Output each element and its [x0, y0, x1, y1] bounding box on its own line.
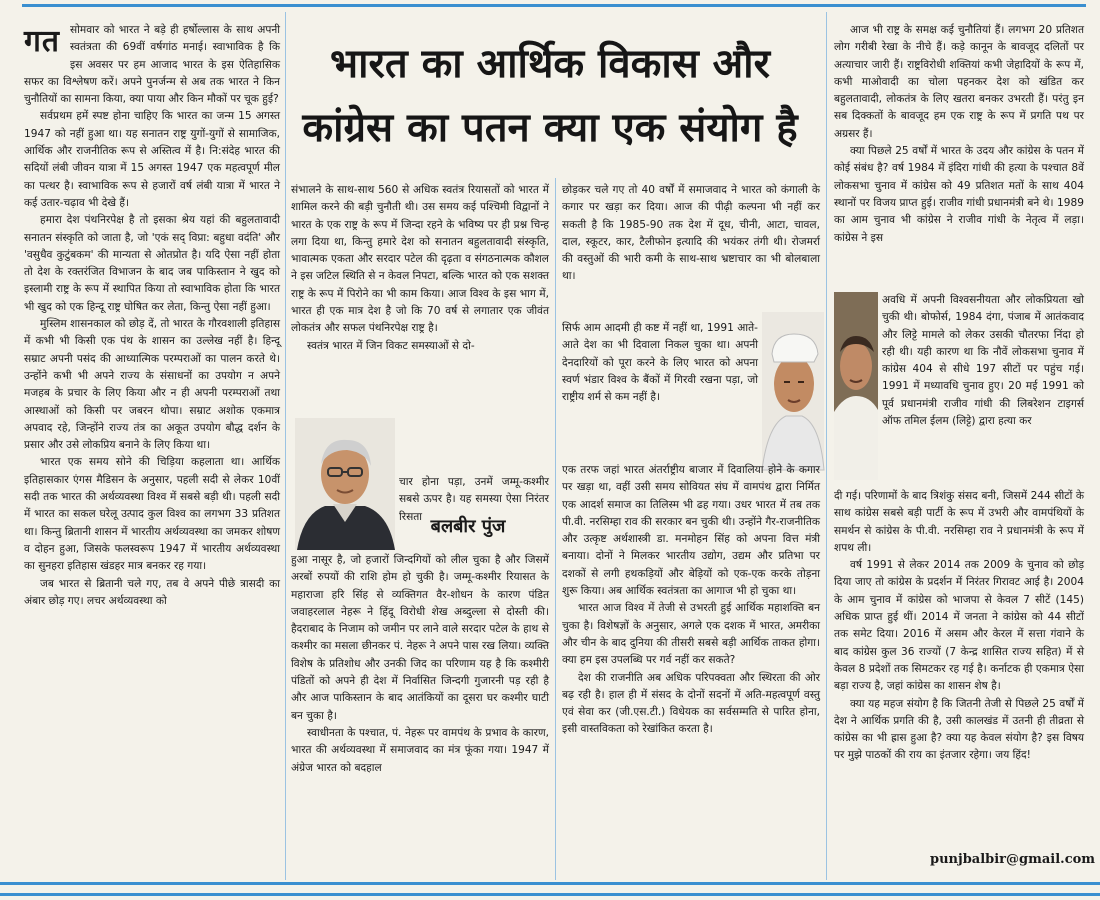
col3-para-1: छोड़कर चले गए तो 40 वर्षों में समाजवाद ने भारत को कंगाली के कगार पर खड़ा कर दिया। आज की पीढ़ी कल्पना भी नहीं कर सकती है कि 1985-90 तक देश में दूध, चीनी, आटा, चावल, दाल, स्कूटर, कार, टैलीफोन इत्यादि की भयंकर तंगी थी। रोजमर्रा की वस्तुओं की भारी कमी के साथ-साथ भ्रष्टाचार का भी बोलबाला था। — [562, 184, 820, 283]
col4-beside-text: अवधि में अपनी विश्वसनीयता और लोकप्रियता खो चुकी थी। बोफोर्स, 1984 दंगा, पंजाब में आतंकवाद और लिट्टे मामले को लेकर उसकी चौतरफा निंदा हो रही थी। यही कारण था कि नौवें लोकसभा चुनाव में कांग्रेस 404 से सीधे 197 सीटों पर पहुंच गई। 1991 में मध्यावधि चुनाव हुए। 20 मई 1991 को पूर्व प्रधानमंत्री राजीव गांधी की लिबरेशन टाइगर्स ऑफ तमिल ईलम (लिट्टे) द्वारा हत्या कर — [882, 294, 1084, 428]
col4-para-1: आज भी राष्ट्र के समक्ष कई चुनौतियां हैं। लगभग 20 प्रतिशत लोग गरीबी रेखा के नीचे हैं। कड़े कानून के बावजूद दलितों पर अत्याचार जारी हैं। राष्ट्रविरोधी शक्तियां कभी जेहादियों के रूप में, कभी माओवादी का चोला पहनकर देश को खंडित कर बहुलतावादी, लोकतंत्र के लिए खतरा बनकर उभरती हैं। परंतु इन सब दिक्कतों के बावजूद हम एक राष्ट्र के रूप में प्रगति पथ पर अग्रसर हैं। — [834, 24, 1084, 140]
col4-para-3: दी गई। परिणामों के बाद त्रिशंकु संसद बनी, जिसमें 244 सीटों के साथ कांग्रेस सबसे बड़ी पार्टी के रूप में उभरी और वामपंथियों के समर्थन से कांग्रेस के पी.वी. नरसिम्हा राव ने प्रधानमंत्री के रूप में शपथ ली। — [834, 490, 1084, 554]
col1-para-1: सोमवार को भारत ने बड़े ही हर्षोल्लास के साथ अपनी स्वतंत्रता की 69वीं वर्षगांठ मनाई। स्वाभाविक है कि इस अवसर पर हम आजाद भारत के इस ऐतिहासिक सफर का विश्लेषण करें। अपने पुनर्जन्म से अब तक भारत ने किन चुनौतियों का सामना किया, क्या पाया और किन मौकों पर चूक हुई? — [24, 24, 280, 106]
column-1 — [24, 22, 280, 880]
column-2-beside-photo — [399, 474, 549, 523]
col2-para-2: स्वतंत्र भारत में जिन विकट समस्याओं से दो- — [307, 339, 475, 352]
column-4-bottom — [834, 488, 1084, 848]
col2-para-4: स्वाधीनता के पश्चात, पं. नेहरू पर वामपंथ के प्रभाव के कारण, भारत की अर्थव्यवस्था में समाजवाद का मंत्र फूंका गया। 1947 में अंग्रेज भारत को बदहाल — [291, 726, 549, 774]
rajiv-gandhi-photo — [834, 292, 878, 480]
headline — [290, 32, 810, 160]
headline-line-1: भारत का आर्थिक विकास और — [330, 41, 770, 87]
headline-line-2: कांग्रेस का पतन क्या एक संयोग है — [302, 105, 798, 151]
rajiv-portrait-icon — [834, 292, 878, 480]
author-portrait-icon — [295, 418, 395, 550]
nehru-portrait-icon — [762, 312, 824, 470]
column-divider-1 — [285, 12, 286, 880]
author-name: बलबीर पुंज — [430, 516, 506, 537]
author-photo — [295, 418, 395, 550]
column-3-beside-photo — [562, 320, 758, 462]
column-divider-4 — [826, 12, 827, 880]
col2-para-3: हुआ नासूर है, जो हजारों जिन्दगियों को लील चुका है और जिसमें अरबों रुपयों की राशि होम हो चुकी है। जम्मू-कश्मीर रियासत के महाराजा हरि सिंह से व्यक्तिगत वैर-शोधन के कारण पंडित जवाहरलाल नेहरू ने हिंदू विरोधी शेख अब्दुल्ला से दोस्ती की। हैदराबाद के निजाम को जमीन पर लाने वाले सरदार पटेल के हाथ से कश्मीर का मसला छीनकर पं. नेहरू ने अपने पास रख लिया। व्यक्ति विशेष के प्रतिशोध और उनकी जिद का परिणाम यह है कि कश्मीरी पंडितों को अपने ही देश में निर्वासित जिन्दगी गुजारनी पड़ रही है और आज पाकिस्तान के बाद आतंकियों का दूसरा घर कश्मीर घाटी बन चुका है। — [291, 554, 549, 722]
column-3-bottom — [562, 462, 820, 880]
col3-para-2: एक तरफ जहां भारत अंतर्राष्ट्रीय बाजार में दिवालिया होने के कगार पर खड़ा था, वहीं उसी समय सोवियत संघ में वामपंथ द्वारा निर्मित एक आदर्श समाज का तिलिस्म भी ढह गया। उधर भारत में तब तक पी.वी. नरसिम्हा राव की सरकार बन चुकी थी। उन्होंने गैर-राजनीतिक और उत्कृष्ट अर्थशास्त्री डा. मनमोहन सिंह को अपना वित्त मंत्री बनाया। दोनों ने मिलकर भारतीय उद्योग, उद्यम और प्रतिभा पर दशकों से लगी हथकड़ियों और बेड़ियों को एक-एक करके तोड़ना शुरू किया। अब आर्थिक स्वतंत्रता का आगाज भी हो चुका था। — [562, 464, 820, 598]
bottom-rule — [0, 882, 1100, 896]
col1-para-3: हमारा देश पंथनिरपेक्ष है तो इसका श्रेय यहां की बहुलतावादी सनातन संस्कृति को जाता है, जो 'एकं सद् विप्रा: बहुधा वदंति' और 'वसुधैव कुटुंबकम' की मान्यता से ओतप्रोत है। यदि ऐसा नहीं होता तो देश के रक्तरंजित विभाजन के बाद जब पाकिस्तान ने खुद को इस्लामी राष्ट्र के रूप में स्थापित किया तो स्वाभाविक होता कि भारत भी खुद को एक हिन्दू राष्ट्र घोषित कर लेता, किन्तु ऐसा नहीं हुआ। — [24, 214, 280, 313]
col4-para-5: क्या यह महज संयोग है कि जितनी तेजी से पिछले 25 वर्षों में देश ने आर्थिक प्रगति की है, उसी कालखंड में उतनी ही तीव्रता से कांग्रेस का भी ह्रास हुआ है? क्या यह केवल संयोग है? इस विषय पर मुझे पाठकों की राय का इंतजार रहेगा। जय हिंद! — [834, 697, 1084, 762]
col1-para-6: जब भारत से ब्रितानी चले गए, तब वे अपने पीछे त्रासदी का अंबार छोड़ गए। लचर अर्थव्यवस्था को — [24, 577, 280, 607]
col2-para-1: संभालने के साथ-साथ 560 से अधिक स्वतंत्र रियासतों को भारत में शामिल करने की बड़ी चुनौती थी। उस समय कई पश्चिमी विद्वानों ने भारत के एक राष्ट्र के रूप में जिन्दा रहने के भविष्य पर ही प्रश्न चिन्ह लगा दिया था, किन्तु हमारे देश को सनातन बहुलतावादी संस्कृति, भावात्मक एकता और सरदार पटेल की दृढ़ता व संगठनात्मक कौशल ने इस जटिल स्थिति से न केवल निपटा, बल्कि भारत को एक सशक्त राष्ट्र के रूप में पिरोने का भी काम किया। आज विश्व के इस भाग में, भारत ही एक मात्र देश है जो कि 70 वर्ष से लगातार एक जीवंत लोकतंत्र और सफल पंथनिरपेक्ष राष्ट्र है। — [291, 184, 549, 335]
column-divider-2 — [555, 178, 556, 880]
intro-drop-word: गत — [24, 24, 60, 59]
col1-para-5: भारत एक समय सोने की चिड़िया कहलाता था। आर्थिक इतिहासकार एंगस मैडिसन के अनुसार, पहली सदी से लेकर 10वीं सदी तक भारत की अर्थव्यवस्था विश्व में सबसे बड़ी थी। पहली सदी में भारत का सकल घरेलू उत्पाद कुल विश्व का लगभग 33 प्रतिशत था। किन्तु ब्रितानी शासन में भारतीय अर्थव्यवस्था का जमकर शोषण व दोहन हुआ, जिसके फलस्वरूप 1947 में भारतीय अर्थव्यवस्था का सुनहरा इतिहास खंडहर मात्र बनकर रह गया। — [24, 456, 280, 573]
nehru-photo — [762, 312, 824, 470]
column-4-top — [834, 22, 1084, 292]
col1-para-2: सर्वप्रथम हमें स्पष्ट होना चाहिए कि भारत का जन्म 15 अगस्त 1947 को नहीं हुआ था। यह सनातन राष्ट्र युगों-युगों से सामाजिक, आर्थिक और राजनीतिक रूप से अस्तित्व में है। नि:संदेह भारत की सदियों लंबी जीवन यात्रा में 15 अगस्त 1947 एक महत्वपूर्ण मील का पत्थर है। स्वाभाविक रूप से हजारों वर्ष लंबी यात्रा में भारत ने कई उतार-चढ़ाव भी देखे हैं। — [24, 110, 280, 209]
column-4-beside-photo — [882, 292, 1084, 488]
col3-para-4: देश की राजनीति अब अधिक परिपक्वता और स्थिरता की ओर बढ़ रही है। हाल ही में संसद के दोनों सदनों में अति-महत्वपूर्ण वस्तु एवं सेवा कर (जी.एस.टी.) विधेयक का सर्वसम्मति से पारित होना, इसी वास्तविकता को रेखांकित करता है। — [562, 671, 820, 736]
top-rule — [22, 4, 1086, 7]
col3-beside-text: सिर्फ आम आदमी ही कष्ट में नहीं था, 1991 आते-आते देश का भी दिवाला निकल चुका था। अपनी देनदारियों को पूरा करने के लिए भारत को अपना स्वर्ण भंडार विश्व के बैंकों में गिरवी रखना पड़ा, जो राष्ट्रीय शर्म से कम नहीं है। — [562, 322, 758, 404]
column-2-bottom — [291, 552, 549, 880]
author-email[interactable]: punjbalbir@gmail.com — [930, 852, 1096, 867]
col1-para-4: मुस्लिम शासनकाल को छोड़ दें, तो भारत के गौरवशाली इतिहास में कभी भी किसी एक पंथ के शासन का उल्लेख नहीं है। हिन्दू सम्राट अपनी पसंद की आध्यात्मिक परम्पराओं का पालन करते थे। उन्होंने कभी भी अपने राज्य के संसाधनों का उपयोग न अपने मजहब के प्रचार के लिए किया और न ही अपनी परम्पराओं तथा आस्थाओं को किसी पर जबरन थोपा। सम्राट अशोक एकमात्र अपवाद रहे, जिन्होंने राज्य तंत्र का अकूत उपयोग बौद्ध दर्शन के प्रसार और उसे लोकप्रिय बनाने के लिए किया था। — [24, 318, 280, 452]
col3-para-3: भारत आज विश्व में तेजी से उभरती हुई आर्थिक महाशक्ति बन चुका है। विशेषज्ञों के अनुसार, अगले एक दशक में भारत, अमरीका और चीन के बाद दुनिया की तीसरी सबसे बड़ी आर्थिक ताकत होगा। क्या हम इस उपलब्धि पर गर्व नहीं कर सकते? — [562, 602, 820, 667]
col4-para-4: वर्ष 1991 से लेकर 2014 तक 2009 के चुनाव को छोड़ दिया जाए तो कांग्रेस के प्रदर्शन में निरंतर गिरावट आई है। 2004 के आम चुनाव में कांग्रेस को भाजपा से केवल 7 सीटें (145) अधिक प्राप्त हुई थीं। 2014 में जनता ने कांग्रेस को 44 सीटों तक समेट दिया। 2016 में असम और केरल में सत्ता गंवाने के बाद कांग्रेस कुल 36 राज्यों (7 केन्द्र शासित राज्य सहित) में से केवल 8 प्रदेशों तक सिमटकर रह गई है। कर्नाटक ही एकमात्र ऐसा बड़ा राज्य है, जहां कांग्रेस का शासन शेष है। — [834, 559, 1084, 693]
col2-beside-text: चार होना पड़ा, उनमें जम्मू-कश्मीर सबसे ऊपर है। यह समस्या ऐसा निरंतर रिसता — [399, 476, 549, 523]
col4-para-2: क्या पिछले 25 वर्षों में भारत के उदय और कांग्रेस के पतन में कोई संबंध है? वर्ष 1984 में इंदिरा गांधी की हत्या के पश्चात 8वें लोकसभा चुनाव में कांग्रेस को 49 प्रतिशत मतों के साथ 404 स्थानों पर विजय प्राप्त हुई। राजीव गांधी प्रधानमंत्री बने थे। 1989 का आम चुनाव भी कांग्रेस ने राजीव गांधी के नेतृत्व में लड़ा। कांग्रेस ने इस — [834, 145, 1084, 244]
column-3-top — [562, 182, 820, 320]
